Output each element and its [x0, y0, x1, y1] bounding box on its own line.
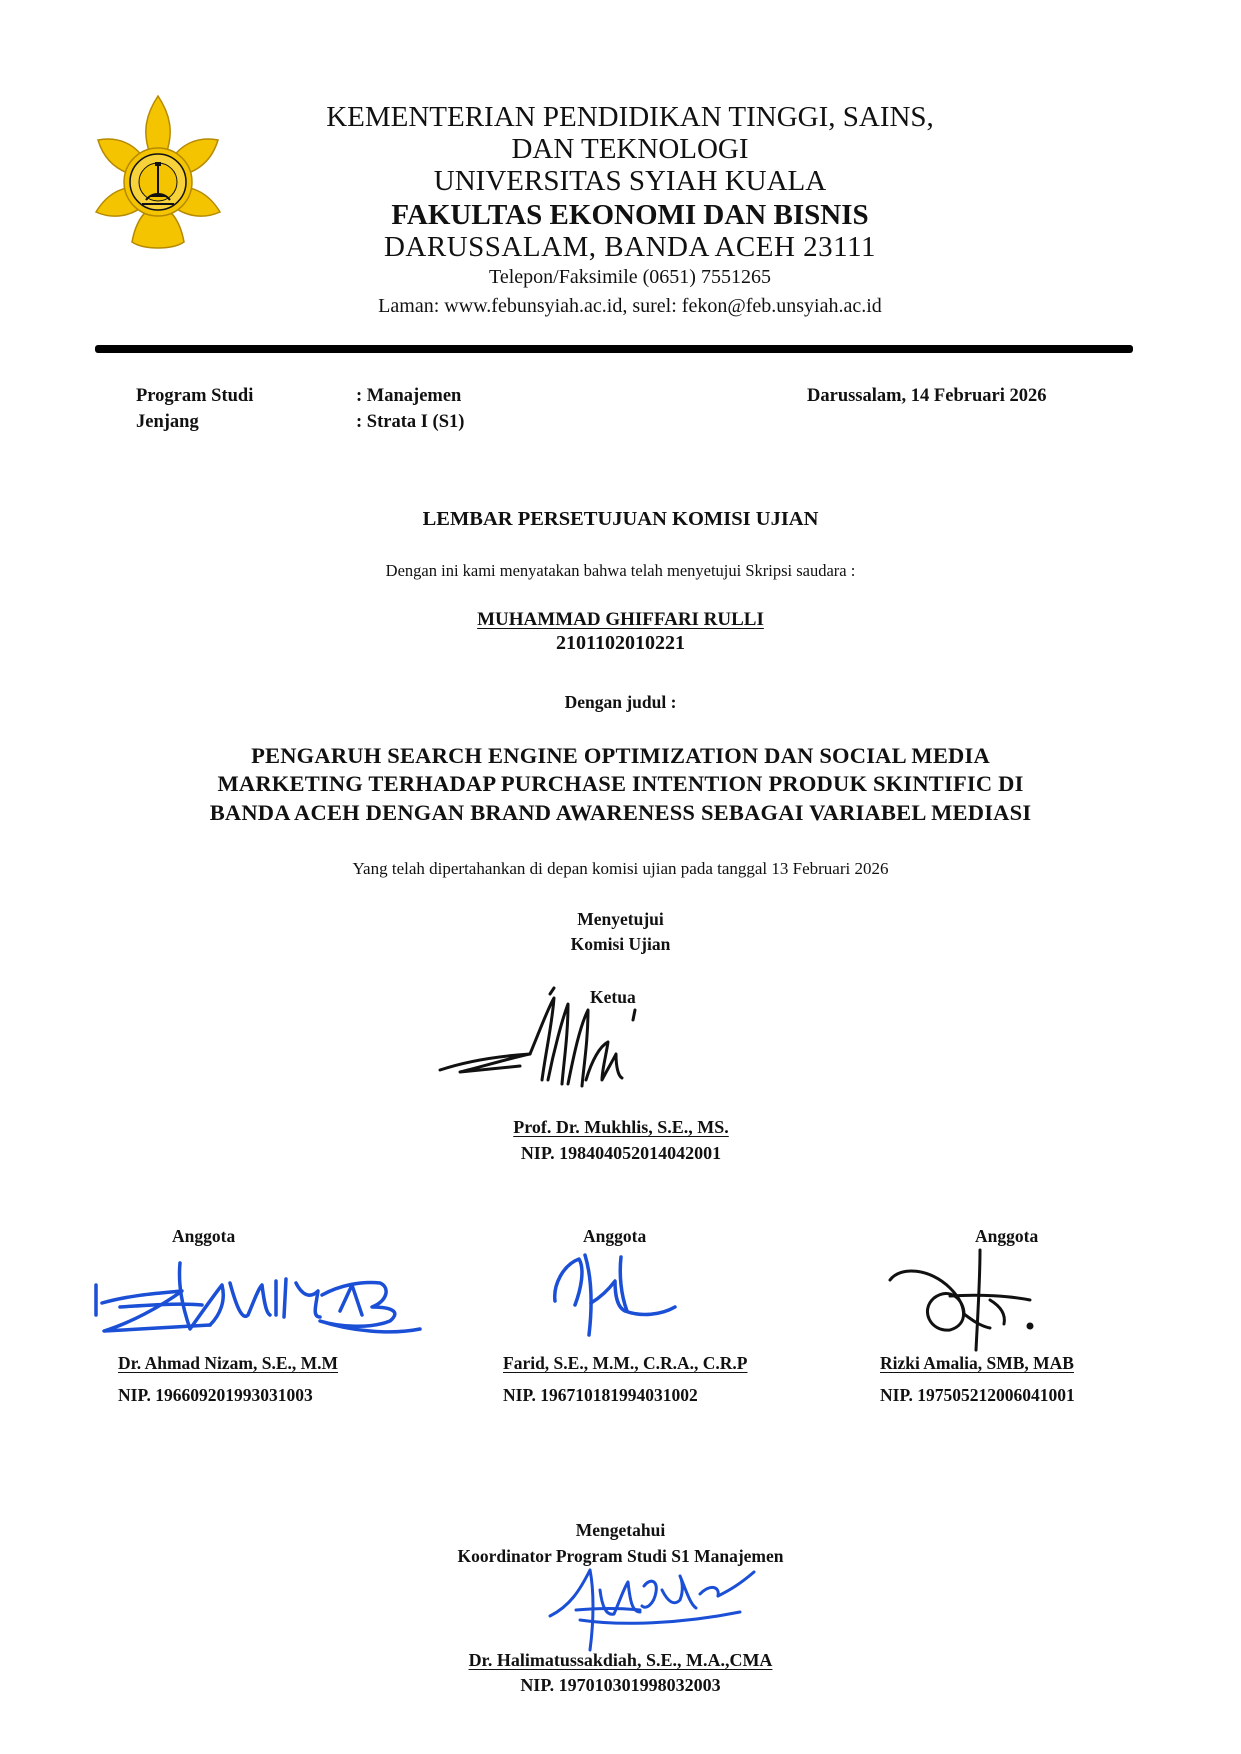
member-2-role-label: Anggota	[583, 1226, 647, 1246]
faculty-address: DARUSSALAM, BANDA ACEH 23111	[383, 231, 877, 263]
chair-nip: NIP. 198404052014042001	[520, 1143, 722, 1163]
approval-heading: Menyetujui	[577, 909, 664, 929]
ministry-name-line1: KEMENTERIAN PENDIDIKAN TINGGI, SAINS,	[326, 101, 934, 133]
chair-role-label: Ketua	[590, 987, 636, 1007]
member-2-signature	[545, 1245, 695, 1345]
level-value: : Strata I (S1)	[356, 412, 465, 432]
university-logo	[92, 92, 224, 254]
committee-heading: Komisi Ujian	[570, 934, 671, 954]
faculty-name: FAKULTAS EKONOMI DAN BISNIS	[391, 199, 869, 231]
coordinator-role: Koordinator Program Studi S1 Manajemen	[457, 1546, 784, 1566]
chair-name: Prof. Dr. Mukhlis, S.E., MS.	[513, 1117, 729, 1137]
thesis-title-line: BANDA ACEH DENGAN BRAND AWARENESS SEBAGAI VARIABEL MEDIASI	[209, 800, 1032, 825]
faculty-phone: Telepon/Faksimile (0651) 7551265	[489, 266, 771, 288]
coordinator-name-text: Dr. Halimatussakdiah, S.E., M.A.,CMA	[468, 1650, 773, 1670]
acknowledgement-heading: Mengetahui	[575, 1520, 666, 1540]
faculty-website-email: Laman: www.febunsyiah.ac.id, surel: fekon@feb.unsyiah.ac.id	[378, 295, 882, 317]
university-name: UNIVERSITAS SYIAH KUALA	[433, 165, 827, 197]
title-label: Dengan judul :	[564, 692, 677, 712]
member-3-name: Rizki Amalia, SMB, MAB	[880, 1353, 1074, 1373]
coordinator-name	[0, 1650, 1241, 1671]
member-1-role-label: Anggota	[172, 1226, 236, 1246]
ministry-name-line2: DAN TEKNOLOGI	[511, 133, 749, 165]
document-date: Darussalam, 14 Februari 2026	[807, 386, 1047, 406]
header-divider	[95, 345, 1133, 353]
student-name	[0, 609, 1241, 631]
thesis-title-line: PENGARUH SEARCH ENGINE OPTIMIZATION DAN SOCIAL MEDIA	[251, 743, 990, 768]
member-3-nip: NIP. 197505212006041001	[880, 1385, 1075, 1405]
student-nim: 2101102010221	[556, 632, 685, 654]
member-3-role-label: Anggota	[975, 1226, 1039, 1246]
intro-text: Dengan ini kami menyatakan bahwa telah menyetujui Skripsi saudara :	[385, 561, 856, 580]
program-value: : Manajemen	[356, 386, 462, 406]
coordinator-nip: NIP. 197010301998032003	[520, 1675, 721, 1695]
defense-statement: Yang telah dipertahankan di depan komisi ujian pada tanggal 13 Februari 2026	[352, 859, 889, 878]
chair-signature	[430, 980, 700, 1100]
thesis-title-line: MARKETING TERHADAP PURCHASE INTENTION PRODUK SKINTIFIC DI	[217, 771, 1024, 796]
member-2-nip: NIP. 196710181994031002	[503, 1385, 698, 1405]
member-1-signature	[90, 1245, 440, 1355]
program-label: Program Studi	[136, 386, 254, 406]
level-label: Jenjang	[136, 412, 199, 432]
document-title: LEMBAR PERSETUJUAN KOMISI UJIAN	[422, 508, 819, 530]
member-3-signature	[880, 1240, 1050, 1370]
student-name-text: MUHAMMAD GHIFFARI RULLI	[477, 609, 764, 630]
member-1-name: Dr. Ahmad Nizam, S.E., M.M	[118, 1353, 339, 1373]
member-2-name: Farid, S.E., M.M., C.R.A., C.R.P	[503, 1353, 748, 1373]
member-1-nip: NIP. 196609201993031003	[118, 1385, 313, 1405]
